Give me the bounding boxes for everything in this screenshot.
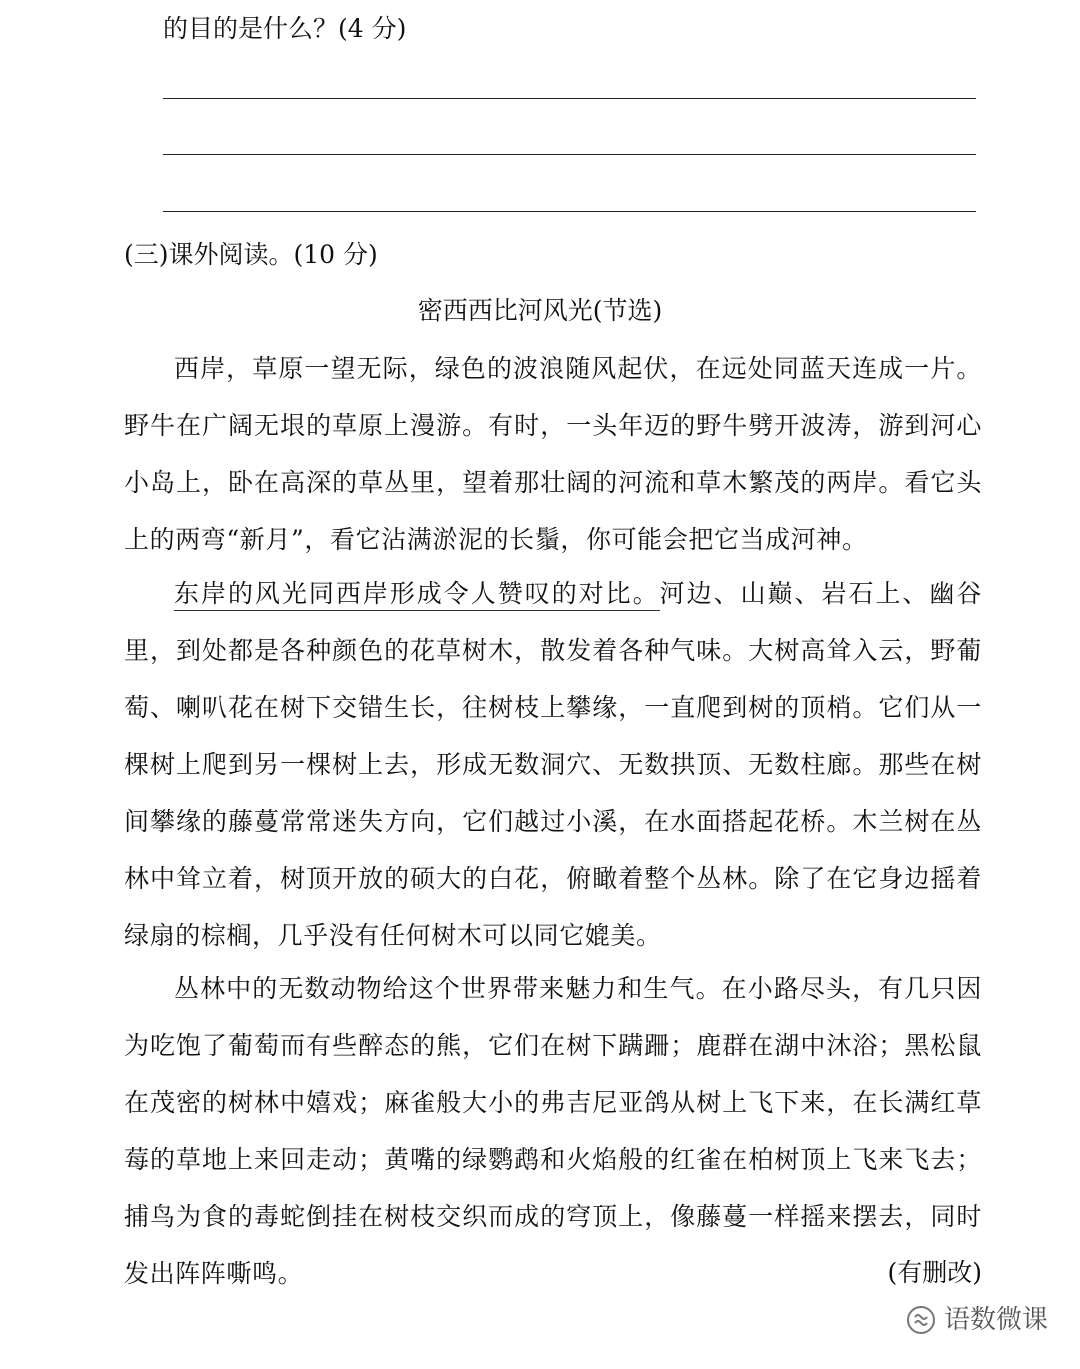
answer-line [163,154,976,155]
wechat-official-account-icon [906,1305,936,1335]
brand-footer[interactable] [906,1302,1048,1338]
source-note: (有删改) [887,1258,982,1287]
question-tail: 的目的是什么？(4 分) [163,14,407,43]
paragraph-east-bank [124,565,982,964]
underlined-sentence: 东岸的风光同西岸形成令人赞叹的对比。 [174,579,660,611]
answer-line [163,211,976,212]
paragraph-west-bank: 西岸，草原一望无际，绿色的波浪随风起伏，在远处同蓝天连成一片。野牛在广阔无垠的草原上漫游。有时，一头年迈的野牛劈开波涛，游到河心小岛上，卧在高深的草丛里，望着那壮阔的河流和草木繁茂的两岸。看它头上的两弯“新月”，看它沾满淤泥的长鬚，你可能会把它当成河神。 [124,354,982,554]
brand-name: 语数微课 [943,1305,1048,1335]
paragraph-animals: 丛林中的无数动物给这个世界带来魅力和生气。在小路尽头，有几只因为吃饱了葡萄而有些醉态的熊，它们在树下蹒跚；鹿群在湖中沐浴；黑松鼠在茂密的树林中嬉戏；麻雀般大小的弗吉尼亚鸽从树上飞下来，在长满红草莓的草地上来回走动；黄嘴的绿鹦鹉和火焰般的红雀在柏树顶上飞来飞去；捕鸟为食的毒蛇倒挂在树枝交织而成的穹顶上，像藤蔓一样摇来摆去，同时发出阵阵嘶鸣。 [124,974,982,1288]
paragraph-rest: 河边、山巅、岩石上、幽谷里，到处都是各种颜色的花草树木，散发着各种气味。大树高耸入云，野葡萄、喇叭花在树下交错生长，往树枝上攀缘，一直爬到树的顶梢。它们从一棵树上爬到另一棵树上去，形成无数洞穴、无数拱顶、无数柱廊。那些在树间攀缘的藤蔓常常迷失方向，它们越过小溪，在水面搭起花桥。木兰树在丛林中耸立着，树顶开放的硕大的白花，俯瞰着整个丛林。除了在它身边摇着绿扇的棕榈，几乎没有任何树木可以同它媲美。 [124,579,982,950]
section-heading: (三)课外阅读。(10 分) [124,240,378,269]
article-title: 密西西比河风光(节选) [417,296,663,325]
answer-line [163,98,976,99]
